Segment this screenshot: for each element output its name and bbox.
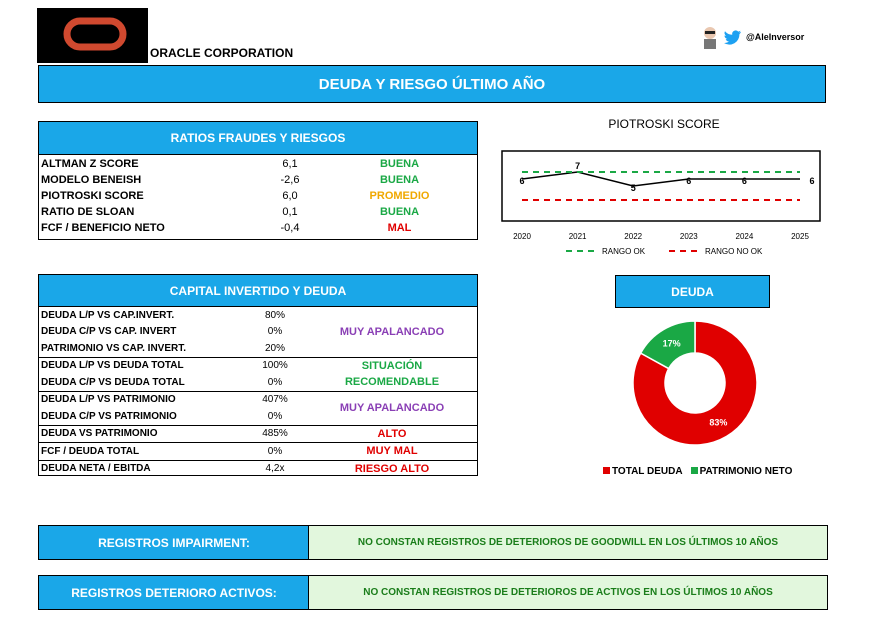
- fraud-label: RATIO DE SLOAN: [41, 206, 135, 218]
- capital-row: [39, 374, 477, 391]
- data-label: 6: [519, 176, 525, 186]
- capital-label: DEUDA C/P VS CAP. INVERT: [41, 326, 177, 338]
- fraud-value: -2,6: [280, 174, 300, 186]
- registros-impairment-label: REGISTROS IMPAIRMENT:: [38, 525, 310, 560]
- data-label: 6: [686, 176, 692, 186]
- capital-value: 4,2x: [243, 460, 307, 477]
- plot-frame: [502, 151, 820, 221]
- donut-slice-label: 83%: [709, 417, 728, 428]
- legend-patrimonio-neto: [691, 466, 793, 477]
- fraud-label: FCF / BENEFICIO NETO: [41, 222, 165, 234]
- fraud-label: PIOTROSKI SCORE: [41, 190, 144, 202]
- capital-value: 485%: [243, 425, 307, 443]
- capital-label: DEUDA NETA / EBITDA: [39, 460, 243, 477]
- registros-deterioro-label: REGISTROS DETERIORO ACTIVOS:: [38, 575, 310, 610]
- capital-row: [39, 443, 477, 461]
- capital-label: DEUDA L/P VS CAP.INVERT.: [41, 309, 175, 321]
- capital-rating: ALTO: [307, 425, 477, 443]
- oracle-logo: [37, 8, 148, 63]
- fraud-rating: MAL: [387, 222, 412, 234]
- deuda-title: DEUDA: [615, 275, 770, 308]
- capital-value: 0%: [267, 410, 283, 422]
- capital-label: DEUDA C/P VS DEUDA TOTAL: [41, 376, 185, 388]
- fraud-value: 6,1: [282, 158, 298, 170]
- legend-label: RANGO OK: [602, 247, 646, 256]
- capital-rating: MUY APALANCADO: [339, 325, 445, 338]
- capital-title: CAPITAL INVERTIDO Y DEUDA: [39, 275, 477, 307]
- capital-value: 100%: [243, 357, 307, 374]
- x-tick-label: 2024: [735, 232, 754, 241]
- fraud-label: MODELO BENEISH: [41, 174, 142, 186]
- fraud-row: [39, 188, 477, 204]
- fraud-rating: PROMEDIO: [369, 190, 430, 202]
- fraud-value: 6,0: [282, 190, 298, 202]
- capital-value: 20%: [264, 342, 285, 354]
- avatar-icon: [700, 25, 720, 49]
- twitter-handle[interactable]: [700, 25, 804, 49]
- piotroski-plot: [494, 137, 834, 262]
- capital-table: [39, 307, 477, 477]
- legend-total-deuda: [603, 466, 683, 477]
- capital-row: [39, 307, 477, 324]
- capital-label: DEUDA C/P VS PATRIMONIO: [41, 410, 177, 422]
- capital-label: DEUDA L/P VS DEUDA TOTAL: [39, 357, 243, 374]
- fraud-value: 0,1: [282, 206, 298, 218]
- capital-label: PATRIMONIO VS CAP. INVERT.: [41, 342, 187, 354]
- capital-rating: RIESGO ALTO: [307, 460, 477, 477]
- x-tick-label: 2021: [568, 232, 587, 241]
- fraud-rating: BUENA: [379, 206, 420, 218]
- x-tick-label: 2025: [791, 232, 809, 241]
- twitter-bird-icon: [724, 30, 742, 45]
- fraud-row: [39, 156, 477, 172]
- registros-deterioro-text: NO CONSTAN REGISTROS DE DETERIOROS DE ACTIVOS EN LOS ÚLTIMOS 10 AÑOS: [308, 575, 828, 610]
- piotroski-line: [522, 172, 800, 186]
- capital-row: [39, 357, 477, 374]
- data-label: 6: [809, 176, 815, 186]
- fraud-value: -0,4: [280, 222, 300, 234]
- capital-panel: [38, 274, 478, 476]
- x-tick-label: 2022: [624, 232, 643, 241]
- capital-value: 0%: [243, 443, 307, 461]
- fraud-row: [39, 204, 477, 220]
- capital-rating: MUY MAL: [307, 443, 477, 461]
- capital-label: FCF / DEUDA TOTAL: [39, 443, 243, 461]
- capital-row: [39, 460, 477, 477]
- data-label: 7: [575, 161, 581, 171]
- capital-row: [39, 425, 477, 443]
- fraud-label: ALTMAN Z SCORE: [41, 158, 139, 170]
- x-tick-label: 2023: [679, 232, 698, 241]
- data-label: 6: [741, 176, 747, 186]
- capital-row: [39, 391, 477, 408]
- legend-total-deuda-label: TOTAL DEUDA: [612, 466, 683, 477]
- donut-slice-label: 17%: [662, 338, 681, 349]
- fraud-row: [39, 172, 477, 188]
- fraud-row: [39, 220, 477, 236]
- fraud-ratios-title: RATIOS FRAUDES Y RIESGOS: [39, 122, 477, 155]
- registros-impairment-text: NO CONSTAN REGISTROS DE DETERIOROS DE GOODWILL EN LOS ÚLTIMOS 10 AÑOS: [308, 525, 828, 560]
- capital-rating: MUY APALANCADO: [307, 391, 477, 425]
- fraud-rating: BUENA: [379, 158, 420, 170]
- legend-patrimonio-neto-label: PATRIMONIO NETO: [699, 466, 793, 477]
- fraud-ratios-table: [39, 156, 477, 236]
- piotroski-title: PIOTROSKI SCORE: [608, 117, 720, 131]
- deuda-legend: [603, 466, 792, 477]
- capital-value: 407%: [243, 391, 307, 408]
- capital-label: DEUDA VS PATRIMONIO: [39, 425, 243, 443]
- company-name: ORACLE CORPORATION: [150, 46, 294, 60]
- capital-value: 0%: [267, 376, 283, 388]
- capital-label: DEUDA L/P VS PATRIMONIO: [39, 391, 243, 408]
- fraud-ratios-panel: [38, 121, 478, 240]
- x-tick-label: 2020: [513, 232, 531, 241]
- page-title: DEUDA Y RIESGO ÚLTIMO AÑO: [38, 65, 826, 103]
- twitter-handle-text: @AleInversor: [746, 32, 805, 42]
- capital-value: 80%: [264, 309, 285, 321]
- deuda-donut-chart: [620, 305, 770, 455]
- capital-rating: RECOMENDABLE: [344, 376, 440, 389]
- capital-value: 0%: [267, 326, 283, 338]
- piotroski-chart: [494, 112, 834, 262]
- legend-label: RANGO NO OK: [705, 247, 763, 256]
- data-label: 5: [630, 183, 636, 193]
- capital-rating: SITUACIÓN: [307, 357, 477, 374]
- fraud-rating: BUENA: [379, 174, 420, 186]
